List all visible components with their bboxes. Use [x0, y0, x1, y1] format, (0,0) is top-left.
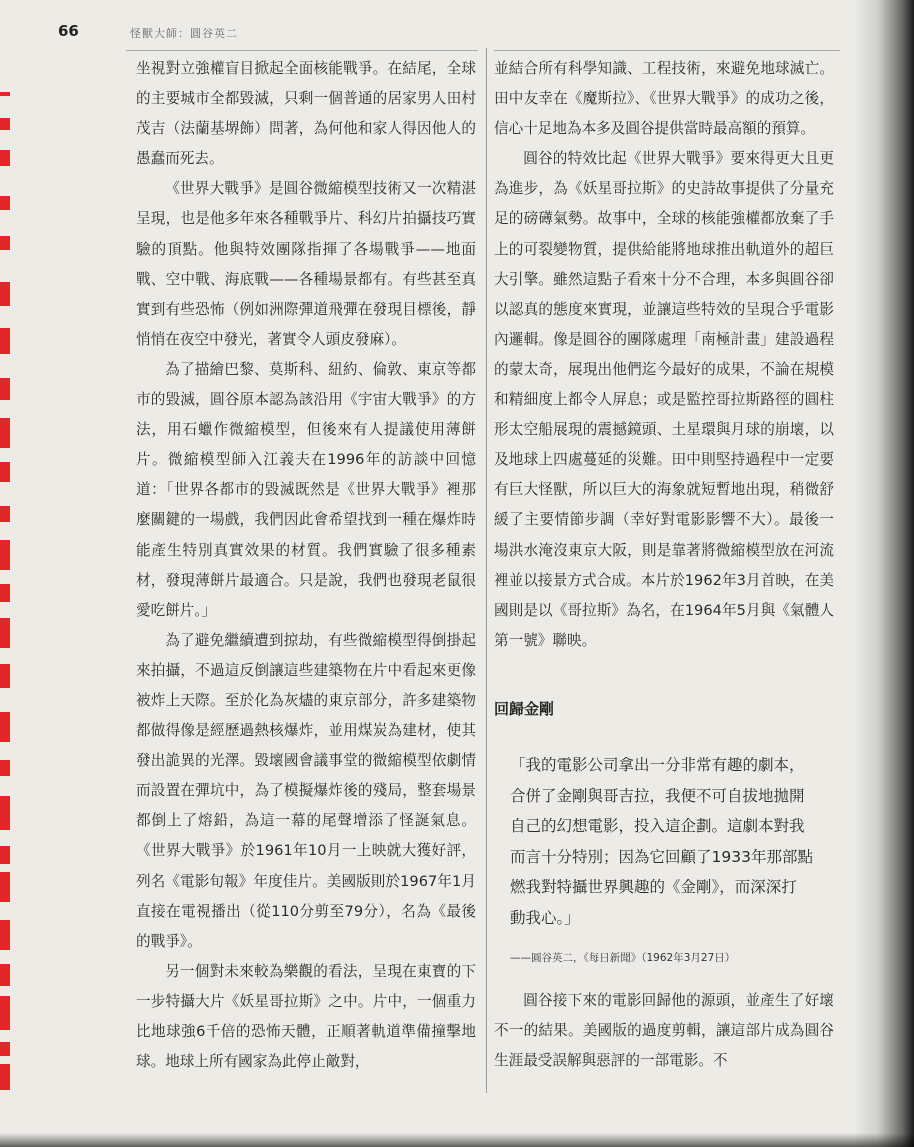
- page-number: 66: [58, 22, 79, 40]
- paragraph: 另一個對未來較為樂觀的看法，呈現在東寶的下一步特攝大片《妖星哥拉斯》之中。片中，一個重力比地球強6千倍的恐怖天體，正順著軌道準備撞擊地球。地球上所有國家為此停止敵對，: [136, 962, 476, 1071]
- right-column: [494, 54, 834, 656]
- paragraph: 圓谷的特效比起《世界大戰爭》要來得更大且更為進步，為《妖星哥拉斯》的史詩故事提供了分量充足的磅礡氣勢。故事中，全球的核能強權都放棄了手上的可裂變物質，提供給能將地球推出軌道外的超巨大引擎。雖然這點子看來十分不合理，本多與圓谷卻以認真的態度來實現，並讓這些特效的呈現合乎電影內邏輯。像是圓谷的團隊處理「南極計畫」建設過程的蒙太奇，展現出他們迄今最好的成果，不論在規模和精細度上都令人屏息；或是監控哥拉斯路徑的圓柱形太空船展現的震撼鏡頭、土星環與月球的崩壞，以及地球上四處蔓延的災難。田中則堅持過程中一定要有巨大怪獸，所以巨大的海象就短暫地出現，稍微舒緩了主要情節步調（幸好對電影影響不大）。最後一場洪水淹沒東京大阪，則是靠著將微縮模型放在河流裡並以接景方式合成。本片於1962年3月首映，在美國則是以《哥拉斯》為名，在1964年5月與《氣體人第一號》聯映。: [494, 150, 834, 649]
- edge-color-tabs: [0, 0, 12, 1147]
- right-column-closing: [494, 986, 834, 1076]
- quote-attribution: ——圓谷英二，《每日新聞》（1962年3月27日）: [510, 952, 736, 964]
- page-fold-shadow: [854, 0, 914, 1147]
- quote-line: 而言十分特別；因為它回顧了1933年那部點: [510, 847, 813, 866]
- section-heading: 回歸金剛: [494, 700, 555, 718]
- paragraph: 並結合所有科學知識、工程技術，來避免地球滅亡。田中友幸在《魔斯拉》、《世界大戰爭》的成功之後，信心十足地為本多及圓谷提供當時最高額的預算。: [494, 60, 834, 138]
- header-rule-left: [126, 50, 478, 51]
- paragraph: 為了描繪巴黎、莫斯科、紐約、倫敦、東京等都市的毀滅，圓谷原本認為該沿用《宇宙大戰爭》的方法，用石蠟作微縮模型，但後來有人提議使用薄餅片。微縮模型師入江義夫在1996年的訪談中回憶道：「世界各都市的毀滅既然是《世界大戰爭》裡那麼關鍵的一場戲，我們因此會希望找到一種在爆炸時能產生特別真實效果的材質。我們實驗了很多種素材，發現薄餅片最適合。只是說，我們也發現老鼠很愛吃餅片。」: [136, 360, 476, 619]
- paragraph: 坐視對立強權盲目掀起全面核能戰爭。在結尾，全球的主要城市全都毀滅，只剩一個普通的居家男人田村茂吉（法蘭基堺飾）問著，為何他和家人得因他人的愚蠢而死去。: [136, 60, 476, 168]
- pull-quote: [510, 750, 830, 933]
- running-title: 怪獸大師：圓谷英二: [130, 27, 238, 40]
- paragraph: 圓谷接下來的電影回歸他的源頭，並產生了好壞不一的結果。美國版的過度剪輯，讓這部片成為圓谷生涯最受誤解與惡評的一部電影。不: [494, 992, 834, 1070]
- left-column: [136, 54, 476, 1077]
- paragraph: 《世界大戰爭》是圓谷微縮模型技術又一次精湛呈現，也是他多年來各種戰爭片、科幻片拍攝技巧實驗的頂點。他與特效團隊指揮了各場戰爭——地面戰、空中戰、海底戰——各種場景都有。有些甚至真實到有些恐怖（例如洲際彈道飛彈在發現目標後，靜悄悄在夜空中發光，著實令人頭皮發麻）。: [136, 180, 476, 348]
- quote-line: 動我心。」: [510, 908, 580, 927]
- header-rule-right: [494, 50, 840, 51]
- column-divider: [486, 48, 487, 1093]
- quote-line: 燃我對特攝世界興趣的《金剛》，而深深打: [510, 878, 797, 896]
- paragraph: 為了避免繼續遭到掠劫，有些微縮模型得倒掛起來拍攝，不過這反倒讓這些建築物在片中看起來更像被炸上天際。至於化為灰燼的東京部分，許多建築物都做得像是經歷過熱核爆炸，並用煤炭為建材，使其發出詭異的光澤。毀壞國會議事堂的微縮模型依劇情而設置在彈坑中，為了模擬爆炸後的殘局，整套場景都倒上了熔鉛，為這一幕的尾聲增添了怪誕氣息。《世界大戰爭》於1961年10月一上映就大獲好評，列名《電影旬報》年度佳片。美國版則於1967年1月直接在電視播出（從110分剪至79分），名為《最後的戰爭》。: [136, 631, 476, 950]
- quote-line: 「我的電影公司拿出一分非常有趣的劇本，: [510, 756, 805, 774]
- quote-line: 自己的幻想電影，投入這企劃。這劇本對我: [510, 817, 805, 835]
- quote-line: 合併了金剛與哥吉拉，我便不可自拔地拋開: [510, 786, 805, 805]
- page-bottom-shadow: [0, 1133, 914, 1147]
